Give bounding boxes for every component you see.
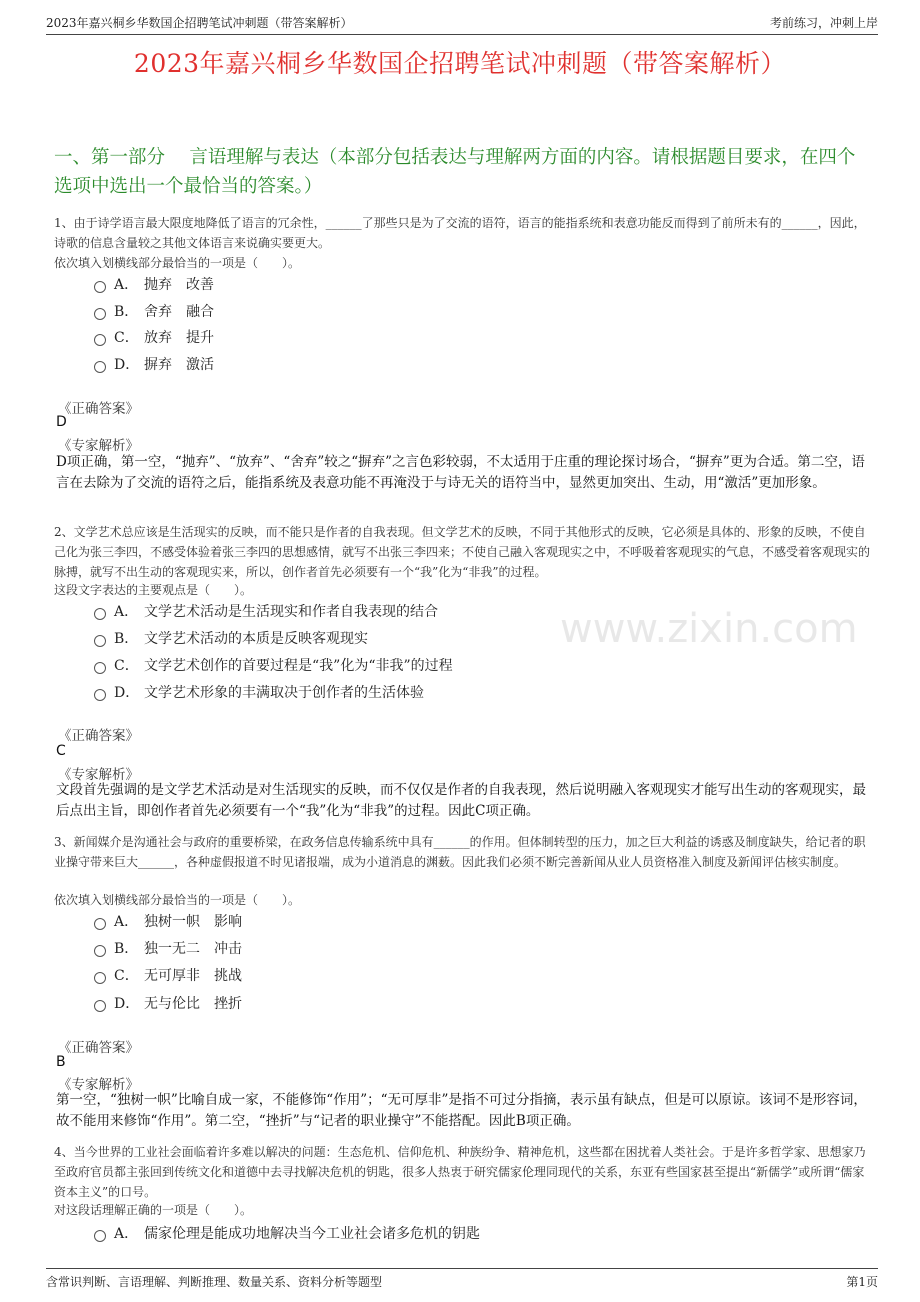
q3-option-c[interactable]: C． 无可厚非 挑战 — [94, 966, 242, 986]
q1-analysis: D项正确，第一空，“抛弃”、“放弃”、“舍弃”较之“摒弃”之言色彩较弱，不太适用于庄重的理论探讨场合，“摒弃”更为合适。第二空，语言在去除为了交流的语符之后，能指系统及表意功能不再淹没于与诗无关的语符当中，显然更加突出、生动，用“激活”更加形象。 — [56, 454, 865, 491]
section-heading: 一、第一部分 言语理解与表达（本部分包括表达与理解两方面的内容。请根据题目要求，在四个选项中选出一个最恰当的答案。） — [54, 147, 856, 197]
radio-icon[interactable] — [94, 608, 106, 620]
radio-icon[interactable] — [94, 1000, 106, 1012]
radio-icon[interactable] — [94, 972, 106, 984]
radio-icon[interactable] — [94, 334, 106, 346]
header-slogan: 考前练习，冲刺上岸 — [769, 16, 878, 30]
q1-option-b[interactable]: B． 舍弃 融合 — [94, 302, 214, 322]
radio-icon[interactable] — [94, 945, 106, 957]
analysis-label: 《专家解析》 — [58, 1077, 139, 1093]
radio-icon[interactable] — [94, 635, 106, 647]
q1-option-a[interactable]: A． 抛弃 改善 — [94, 275, 214, 295]
answer-label: 《正确答案》 — [58, 401, 139, 417]
q2-option-b[interactable]: B． 文学艺术活动的本质是反映客观现实 — [94, 629, 368, 649]
watermark: www.zixin.com — [560, 606, 858, 652]
q2-option-a[interactable]: A． 文学艺术活动是生活现实和作者自我表现的结合 — [94, 602, 438, 622]
q1-option-c[interactable]: C． 放弃 提升 — [94, 328, 214, 348]
answer-label: 《正确答案》 — [58, 1040, 139, 1056]
radio-icon[interactable] — [94, 361, 106, 373]
question-1-prompt: 依次填入划横线部分最恰当的一项是（ ）。 — [54, 256, 301, 270]
q3-analysis: 第一空，“独树一帜”比喻自成一家，不能修饰“作用”；“无可厚非”是指不可过分指摘，表示虽有缺点，但是可以原谅。该词不是形容词，故不能用来修饰“作用”。第二空，“挫折”与“记者的职业操守”不能搭配。因此B项正确。 — [56, 1092, 867, 1129]
question-1-stem: 1、由于诗学语言最大限度地降低了语言的冗余性，______了那些只是为了交流的语符，语言的能指系统和表意功能反而得到了前所未有的______，因此，诗歌的信息含量较之其他文体语言来说确实要更大。 — [54, 216, 866, 250]
q3-option-d[interactable]: D． 无与伦比 挫折 — [94, 994, 242, 1014]
question-2-stem: 2、文学艺术总应该是生活现实的反映，而不能只是作者的自我表现。但文学艺术的反映，不同于其他形式的反映，它必须是具体的、形象的反映，不使自己化为张三李四，不感受体验着张三李四的思想感情，就写不出张三李四来；不使自己融入客观现实之中，不呼吸着客观现实的气息，不感受着客观现实的脉搏，就写不出生动的客观现实来，所以，创作者首先必须要有一个“我”化为“非我”的过程。 — [54, 525, 871, 579]
q3-answer: B — [56, 1054, 66, 1070]
radio-icon[interactable] — [94, 662, 106, 674]
question-2-prompt: 这段文字表达的主要观点是（ ）。 — [54, 583, 253, 597]
question-3-prompt: 依次填入划横线部分最恰当的一项是（ ）。 — [54, 893, 301, 907]
answer-label: 《正确答案》 — [58, 728, 139, 744]
question-4-prompt: 对这段话理解正确的一项是（ ）。 — [54, 1203, 253, 1217]
question-4-stem: 4、当今世界的工业社会面临着许多难以解决的问题：生态危机、信仰危机、种族纷争、精神危机，这些都在困扰着人类社会。于是许多哲学家、思想家乃至政府官员都主张回到传统文化和道德中去寻找解决危机的钥匙，很多人热衷于研究儒家伦理同现代的关系，东亚有些国家甚至提出“新儒学”或所谓“儒家资本主义”的口号。 — [54, 1145, 866, 1199]
radio-icon[interactable] — [94, 281, 106, 293]
q3-option-b[interactable]: B． 独一无二 冲击 — [94, 939, 242, 959]
analysis-label: 《专家解析》 — [58, 767, 139, 783]
page-header — [46, 10, 878, 35]
q4-option-a[interactable]: A． 儒家伦理是能成功地解决当今工业社会诸多危机的钥匙 — [94, 1224, 480, 1244]
radio-icon[interactable] — [94, 308, 106, 320]
q1-option-d[interactable]: D． 摒弃 激活 — [94, 355, 214, 375]
document-title: 2023年嘉兴桐乡华数国企招聘笔试冲刺题（带答案解析） — [133, 49, 787, 78]
footer-description: 含常识判断、言语理解、判断推理、数量关系、资料分析等题型 — [46, 1275, 383, 1289]
q1-answer: D — [56, 414, 67, 430]
q2-option-c[interactable]: C． 文学艺术创作的首要过程是“我”化为“非我”的过程 — [94, 656, 453, 676]
radio-icon[interactable] — [94, 1230, 106, 1242]
page-number: 第1页 — [846, 1275, 878, 1289]
analysis-label: 《专家解析》 — [58, 438, 139, 454]
radio-icon[interactable] — [94, 918, 106, 930]
q2-option-d[interactable]: D． 文学艺术形象的丰满取决于创作者的生活体验 — [94, 683, 424, 703]
radio-icon[interactable] — [94, 689, 106, 701]
page-footer — [46, 1268, 878, 1289]
question-3-stem: 3、新闻媒介是沟通社会与政府的重要桥梁，在政务信息传输系统中具有______的作用。但体制转型的压力，加之巨大利益的诱惑及制度缺失，给记者的职业操守带来巨大______，各种虚假报道不时见诸报端，成为小道消息的渊薮。因此我们必须不断完善新闻从业人员资格准入制度及新闻评估核实制度。 — [54, 835, 866, 869]
q2-analysis: 文段首先强调的是文学艺术活动是对生活现实的反映，而不仅仅是作者的自我表现，然后说明融入客观现实才能写出生动的客观现实，最后点出主旨，即创作者首先必须要有一个“我”化为“非我”的过程。因此C项正确。 — [56, 782, 866, 819]
header-title: 2023年嘉兴桐乡华数国企招聘笔试冲刺题（带答案解析） — [46, 16, 353, 30]
q3-option-a[interactable]: A． 独树一帜 影响 — [94, 912, 242, 932]
q2-answer: C — [56, 743, 66, 759]
